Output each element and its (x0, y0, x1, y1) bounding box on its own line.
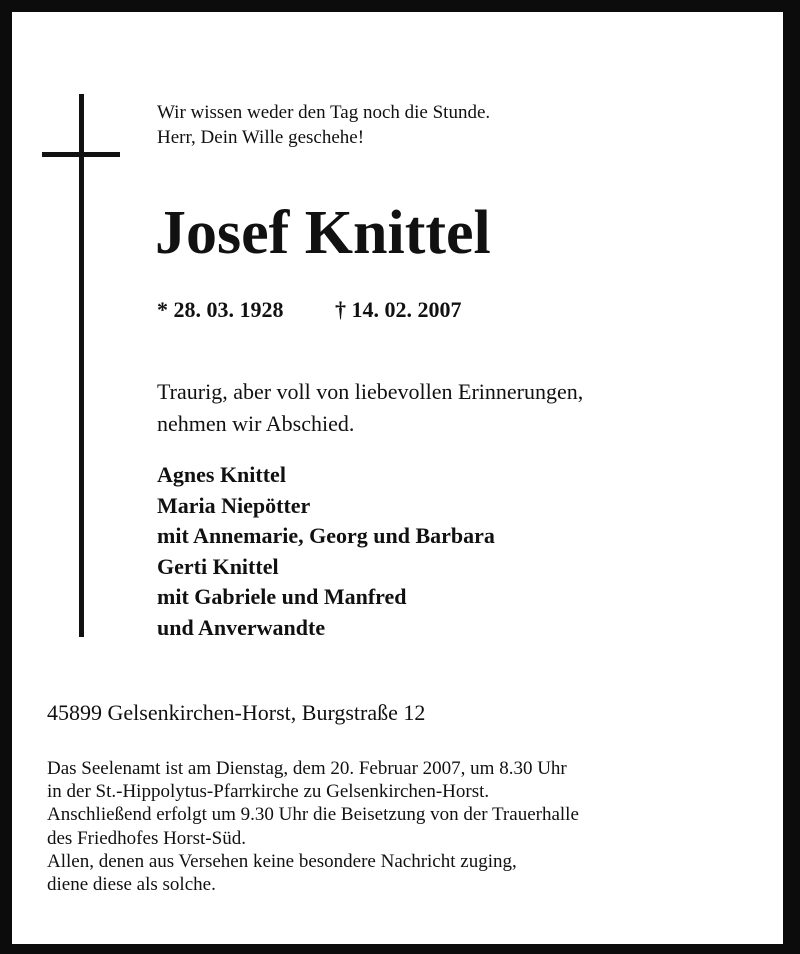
details-line: Das Seelenamt ist am Dienstag, dem 20. Februar 2007, um 8.30 Uhr (47, 758, 567, 779)
cross-icon (79, 94, 84, 637)
motto (157, 100, 490, 150)
birth-date: * 28. 03. 1928 (157, 297, 284, 322)
details-line: des Friedhofes Horst-Süd. (47, 827, 246, 849)
mourner: Agnes Knittel (157, 462, 286, 487)
farewell-text (157, 376, 583, 440)
death-date: † 14. 02. 2007 (335, 297, 462, 322)
mourner: Maria Niepötter (157, 492, 311, 518)
details-line: Anschließend erfolgt um 9.30 Uhr die Beisetzung von der Trauerhalle (47, 804, 579, 826)
mourners-list (157, 460, 495, 643)
mourner: Gerti Knittel (157, 553, 279, 579)
life-dates (157, 295, 462, 325)
family-address: 45899 Gelsenkirchen-Horst, Burgstraße 12 (47, 700, 426, 725)
details-line: in der St.-Hippolytus-Pfarrkirche zu Gelsenkirchen-Horst. (47, 781, 490, 803)
mourner: mit Annemarie, Georg und Barbara (157, 523, 495, 548)
farewell-line: Traurig, aber voll von liebevollen Erinnerungen, (157, 379, 584, 404)
farewell-line: nehmen wir Abschied. (157, 411, 355, 436)
service-details (47, 757, 579, 896)
motto-line: Herr, Dein Wille geschehe! (157, 127, 365, 148)
details-line: Allen, denen aus Versehen keine besondere Nachricht zuging, (47, 850, 517, 872)
deceased-name: Josef Knittel (155, 199, 491, 267)
mourner: mit Gabriele und Manfred (157, 584, 407, 609)
cross-icon-crossbar (42, 152, 120, 157)
motto-line: Wir wissen weder den Tag noch die Stunde. (157, 102, 491, 123)
mourner: und Anverwandte (157, 614, 326, 640)
details-line: diene diese als solche. (47, 874, 216, 896)
